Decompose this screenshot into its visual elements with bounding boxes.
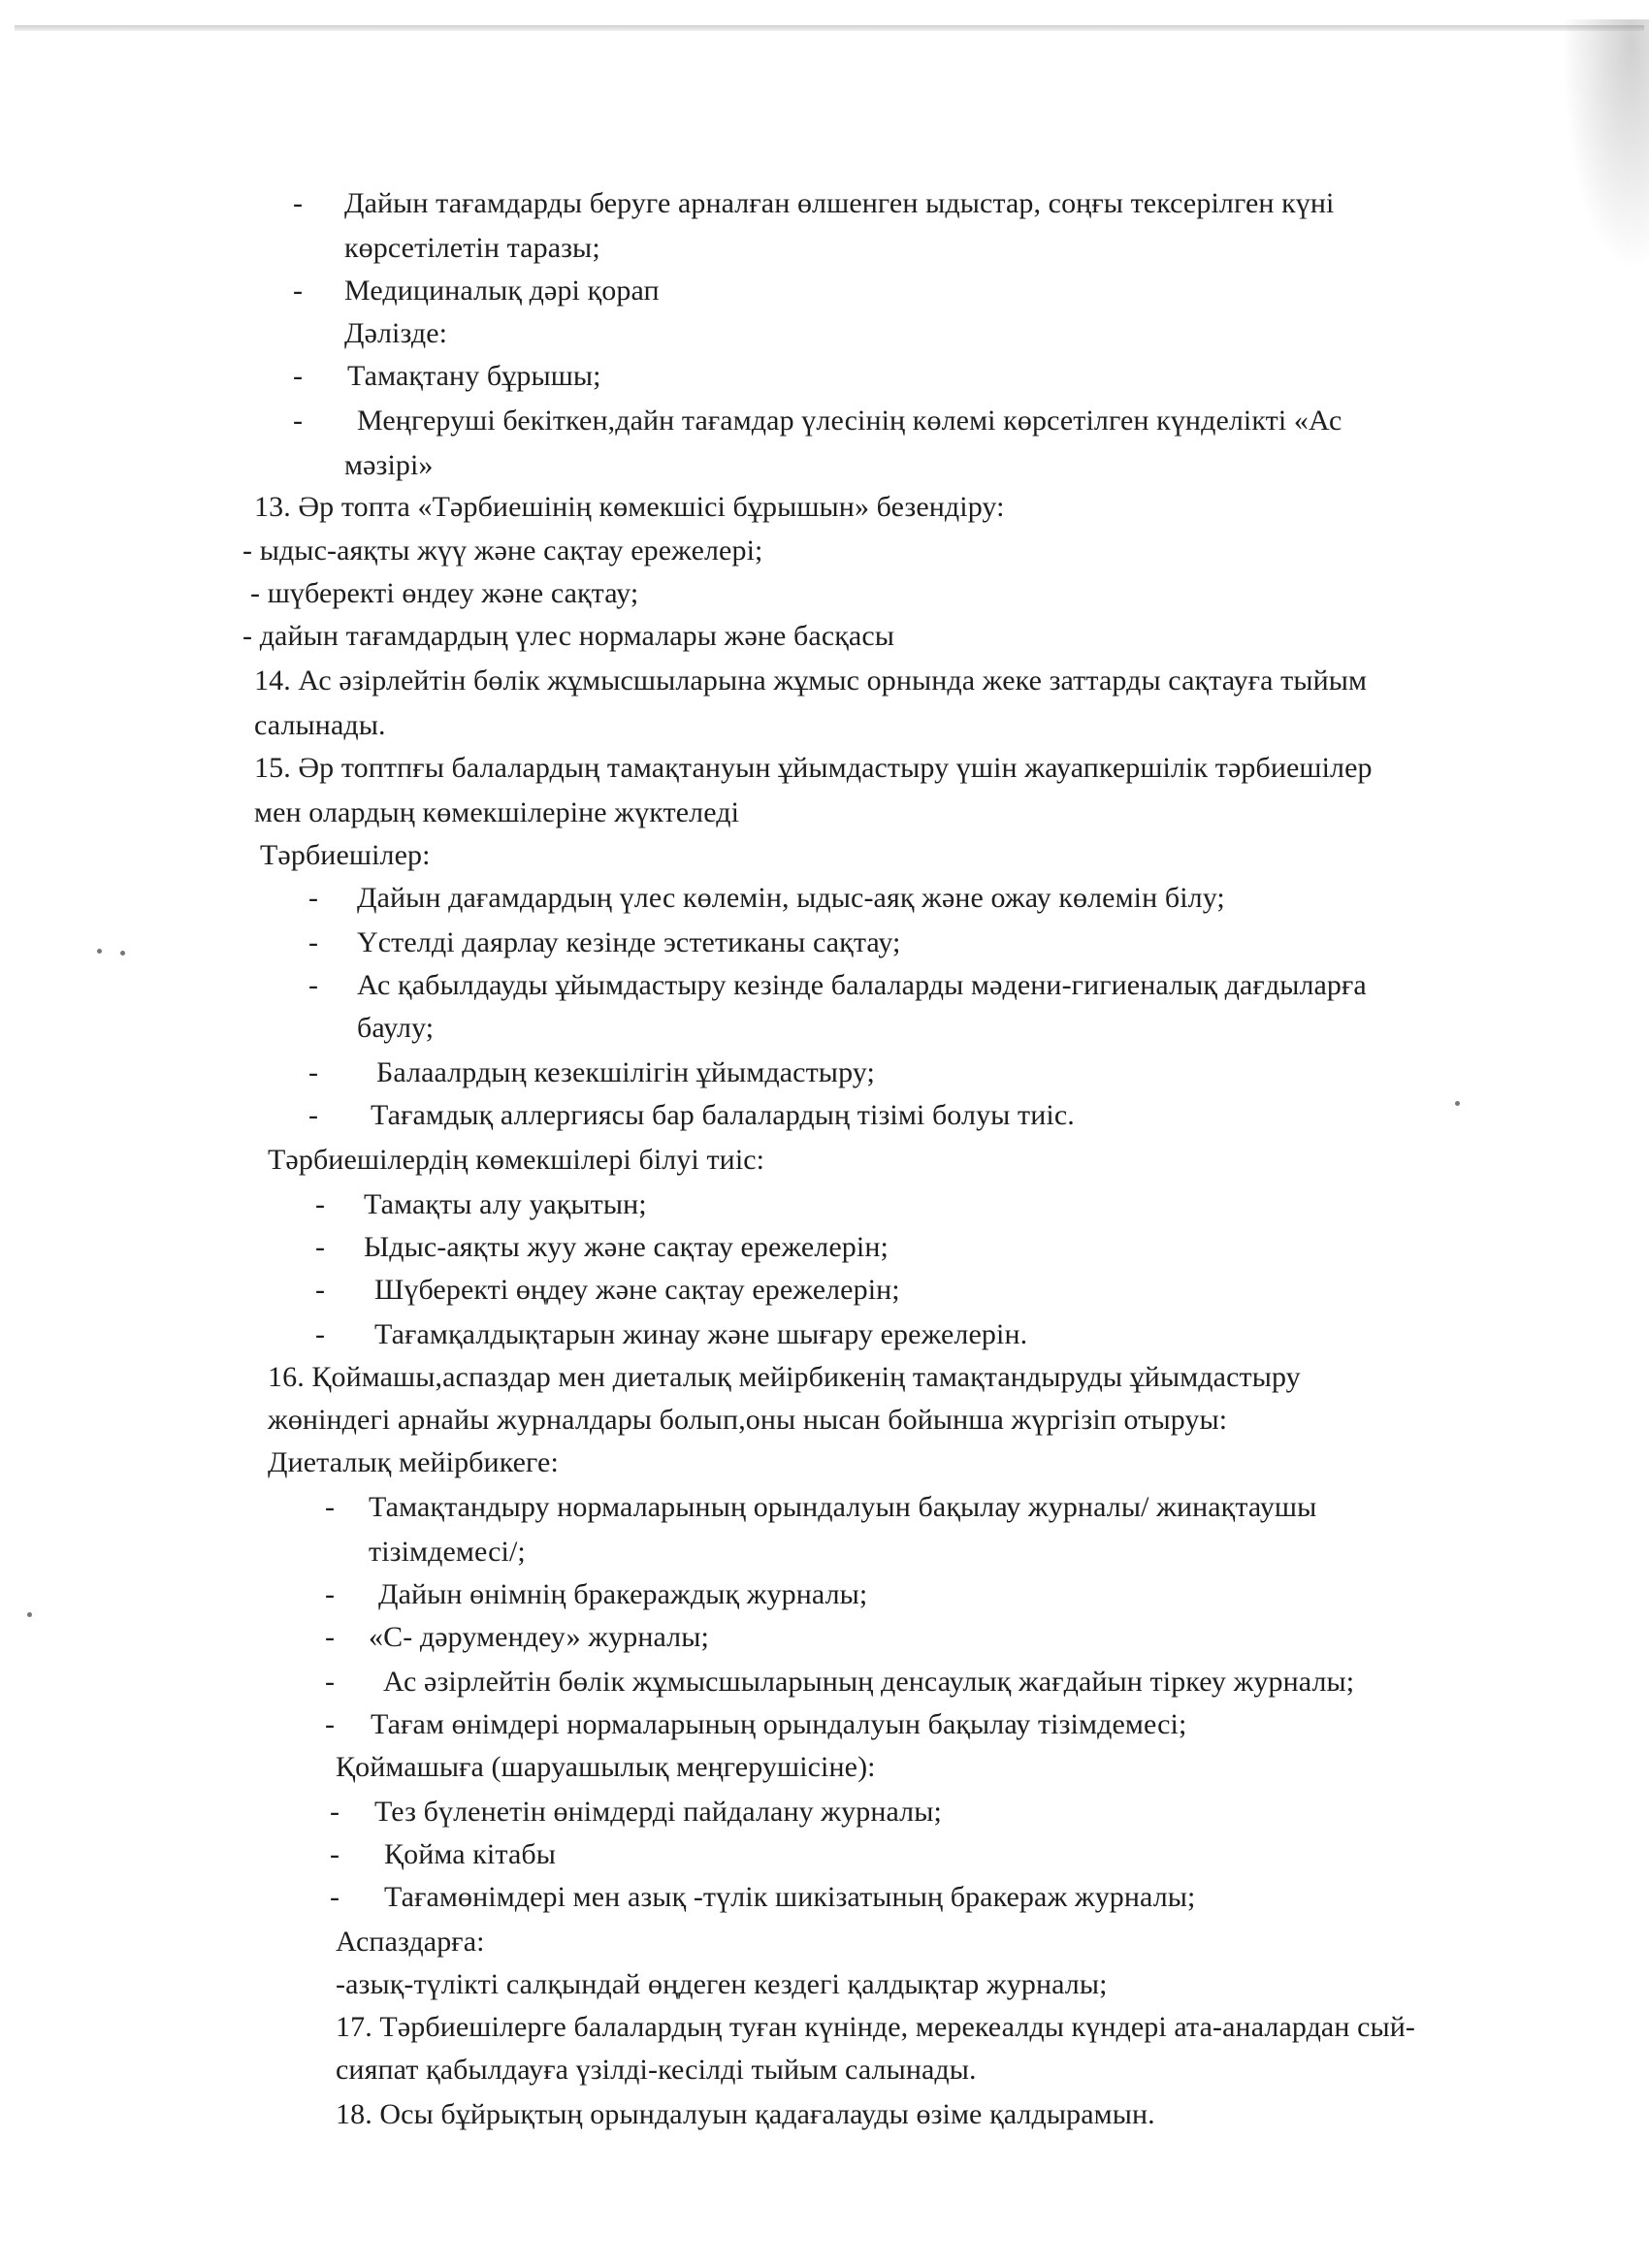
list-item: Медициналық дәрі қорап — [344, 275, 660, 307]
list-item: Тағамқалдықтарын жинау және шығару ережелерін. — [374, 1318, 1028, 1350]
paragraph-line: жөніндегі арнайы журналдары болып,оны нысан бойынша жүргізіп отыруы: — [268, 1404, 1228, 1436]
scan-speck — [1455, 1101, 1460, 1106]
list-item: Тамақты алу уақытын; — [364, 1188, 647, 1220]
list-dash: - — [325, 1621, 335, 1653]
list-dash: - — [325, 1491, 335, 1523]
paragraph-16: 16. Қоймашы,аспаздар мен диеталық мейірбикенің тамақтандыруды ұйымдастыру — [268, 1361, 1301, 1393]
list-dash: - — [325, 1578, 335, 1610]
list-item: Дайын тағамдарды беруге арналған өлшенген ыдыстар, соңғы тексерілген күні — [344, 187, 1335, 219]
list-item: Тамақтану бұрышы; — [347, 360, 601, 392]
list-dash: - — [293, 360, 303, 392]
subheading: Диеталық мейірбикеге: — [268, 1446, 559, 1478]
list-item-continuation: көрсетілетін таразы; — [344, 232, 600, 264]
paragraph-14: 14. Ас әзірлейтін бөлік жұмысшыларына жұмыс орнында жеке заттарды сақтауға тыйым — [254, 664, 1368, 697]
list-item-continuation: баулу; — [357, 1012, 435, 1044]
scan-speck — [120, 951, 125, 956]
list-dash: - — [315, 1231, 325, 1263]
subheading: Тәрбиешілердің көмекшілері білуі тиіс: — [268, 1144, 765, 1176]
list-item: Ыдыс-аяқты жуу және сақтау ережелерін; — [364, 1231, 889, 1263]
list-item: Қойма кітабы — [384, 1838, 556, 1870]
subheading: Тәрбиешілер: — [260, 839, 431, 871]
list-dash: - — [325, 1708, 335, 1740]
list-dash: - — [308, 1056, 318, 1088]
list-item: Тез бүленетін өнімдерді пайдалану журналы; — [374, 1796, 942, 1828]
list-dash: - — [308, 882, 318, 914]
list-item: Тағам өнімдері нормаларының орындалуын бақылау тізімдемесі; — [371, 1708, 1187, 1740]
list-dash: - — [308, 1099, 318, 1131]
list-item: Дайын дағамдардың үлес көлемін, ыдыс-аяқ және ожау көлемін білу; — [357, 882, 1225, 914]
list-item: Ас қабылдауды ұйымдастыру кезінде балаларды мәдени-гигиеналық дағдыларға — [357, 969, 1367, 1001]
list-dash: - — [315, 1318, 325, 1350]
subheading: Дәлізде: — [344, 317, 448, 349]
paragraph-18: 18. Осы бұйрықтың орындалуын қадағалауды өзіме қалдырамын. — [336, 2098, 1155, 2130]
list-item: Ас әзірлейтін бөлік жұмысшыларының денсаулық жағдайын тіркеу журналы; — [383, 1666, 1355, 1698]
list-item: Тағамөнімдері мен азық -түлік шикізатының бракераж журналы; — [384, 1881, 1196, 1913]
subheading: Аспаздарға: — [336, 1926, 485, 1958]
paragraph-line: - шүберекті өндеу және сақтау; — [250, 577, 639, 609]
list-dash: - — [308, 926, 318, 958]
list-dash: - — [330, 1838, 340, 1870]
scan-speck — [97, 949, 102, 954]
subheading: Қоймашыға (шаруашылық меңгерушісіне): — [336, 1751, 876, 1783]
list-item: Дайын өнімнің бракераждық журналы; — [378, 1578, 868, 1610]
list-dash: - — [315, 1188, 325, 1220]
list-dash: - — [308, 969, 318, 1001]
list-item: Тағамдық аллергиясы бар балалардың тізімі болуы тиіс. — [371, 1099, 1075, 1131]
scan-edge — [15, 25, 1644, 31]
paragraph-line: - ыдыс-аяқты жүү және сақтау ережелері; — [242, 535, 763, 567]
list-item: «С- дәрумендеу» журналы; — [369, 1621, 709, 1653]
paragraph-17: 17. Тәрбиешілерге балалардың туған күнінде, мерекеалды күндері ата-аналардан сый- — [336, 2011, 1416, 2043]
paragraph-line: -азық-түлікті салқындай өңдеген кездегі қалдықтар журналы; — [336, 1968, 1108, 2000]
list-item: Үстелді даярлау кезінде эстетиканы сақтау; — [357, 926, 901, 958]
scan-speck — [27, 1612, 32, 1617]
list-item: Балаалрдың кезекшілігін ұйымдастыру; — [376, 1056, 875, 1088]
list-dash: - — [293, 405, 303, 437]
list-item: Шүберекті өңдеу және сақтау ережелерін; — [374, 1274, 900, 1306]
list-dash: - — [293, 275, 303, 307]
scan-shadow — [1562, 19, 1649, 272]
paragraph-line: - дайын тағамдардың үлес нормалары және басқасы — [242, 620, 895, 652]
list-item-continuation: мәзірі» — [344, 449, 434, 481]
list-item: Меңгеруші бекіткен,дайн тағамдар үлесінің көлемі көрсетілген күнделікті «Ас — [357, 405, 1342, 437]
paragraph-line: сияпат қабылдауға үзілді-кесілді тыйым салынады. — [336, 2054, 977, 2086]
paragraph-13: 13. Әр топта «Тәрбиешінің көмекшісі бұрышын» безендіру: — [254, 491, 1005, 523]
list-dash: - — [293, 187, 303, 219]
paragraph-line: салынады. — [254, 709, 386, 741]
list-dash: - — [325, 1666, 335, 1698]
list-item-continuation: тізімдемесі/; — [369, 1536, 526, 1568]
list-item: Тамақтандыру нормаларының орындалуын бақылау журналы/ жинақтаушы — [369, 1491, 1317, 1523]
list-dash: - — [330, 1796, 340, 1828]
paragraph-15: 15. Әр топтпғы балалардың тамақтануын ұйымдастыру үшін жауапкершілік тәрбиешілер — [254, 752, 1373, 784]
list-dash: - — [330, 1881, 340, 1913]
list-dash: - — [315, 1274, 325, 1306]
paragraph-line: мен олардың көмекшілеріне жүктеледі — [254, 796, 740, 828]
